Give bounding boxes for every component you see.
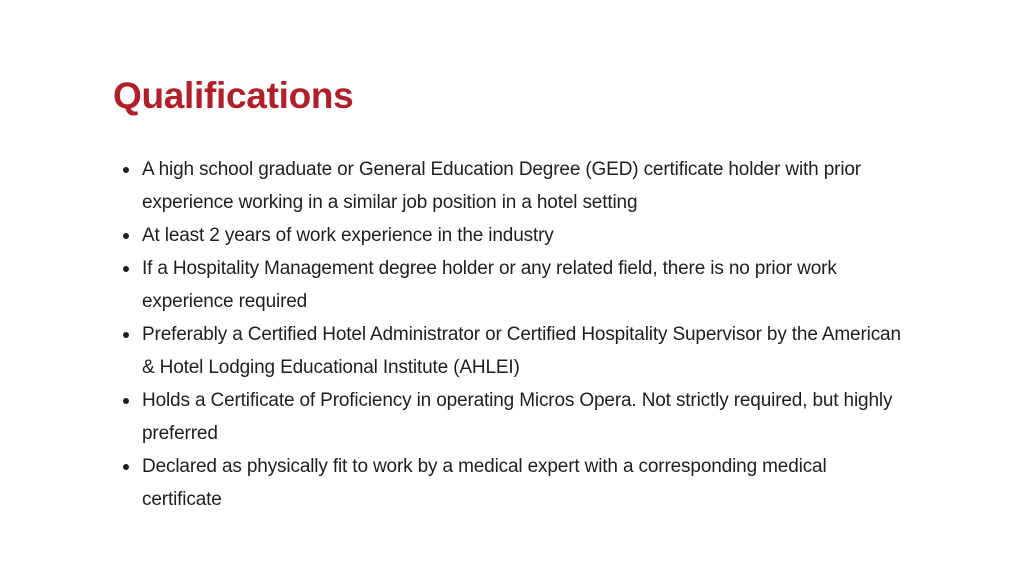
bullet-icon bbox=[123, 332, 129, 338]
list-item bbox=[142, 252, 902, 318]
list-item bbox=[142, 318, 902, 384]
list-item bbox=[142, 219, 902, 252]
list-item bbox=[142, 450, 902, 516]
section-heading: Qualifications bbox=[113, 75, 354, 116]
list-item bbox=[142, 153, 902, 219]
bullet-icon bbox=[123, 464, 129, 470]
bullet-icon bbox=[123, 398, 129, 404]
qualifications-list bbox=[142, 153, 902, 516]
bullet-icon bbox=[123, 266, 129, 272]
list-item bbox=[142, 384, 902, 450]
list-item-text: If a Hospitality Management degree holder or any related field, there is no prior work experience required bbox=[142, 258, 837, 312]
list-item-text: At least 2 years of work experience in the industry bbox=[142, 225, 554, 246]
list-item-text: A high school graduate or General Education Degree (GED) certificate holder with prior experience working in a similar job position in a hotel setting bbox=[142, 159, 861, 213]
bullet-icon bbox=[123, 167, 129, 173]
bullet-icon bbox=[123, 233, 129, 239]
list-item-text: Preferably a Certified Hotel Administrator or Certified Hospitality Supervisor by the American & Hotel Lodging Educational Institute (AHLEI) bbox=[142, 324, 901, 378]
list-item-text: Holds a Certificate of Proficiency in operating Micros Opera. Not strictly required, but highly preferred bbox=[142, 390, 893, 444]
list-item-text: Declared as physically fit to work by a medical expert with a corresponding medical certificate bbox=[142, 456, 827, 510]
